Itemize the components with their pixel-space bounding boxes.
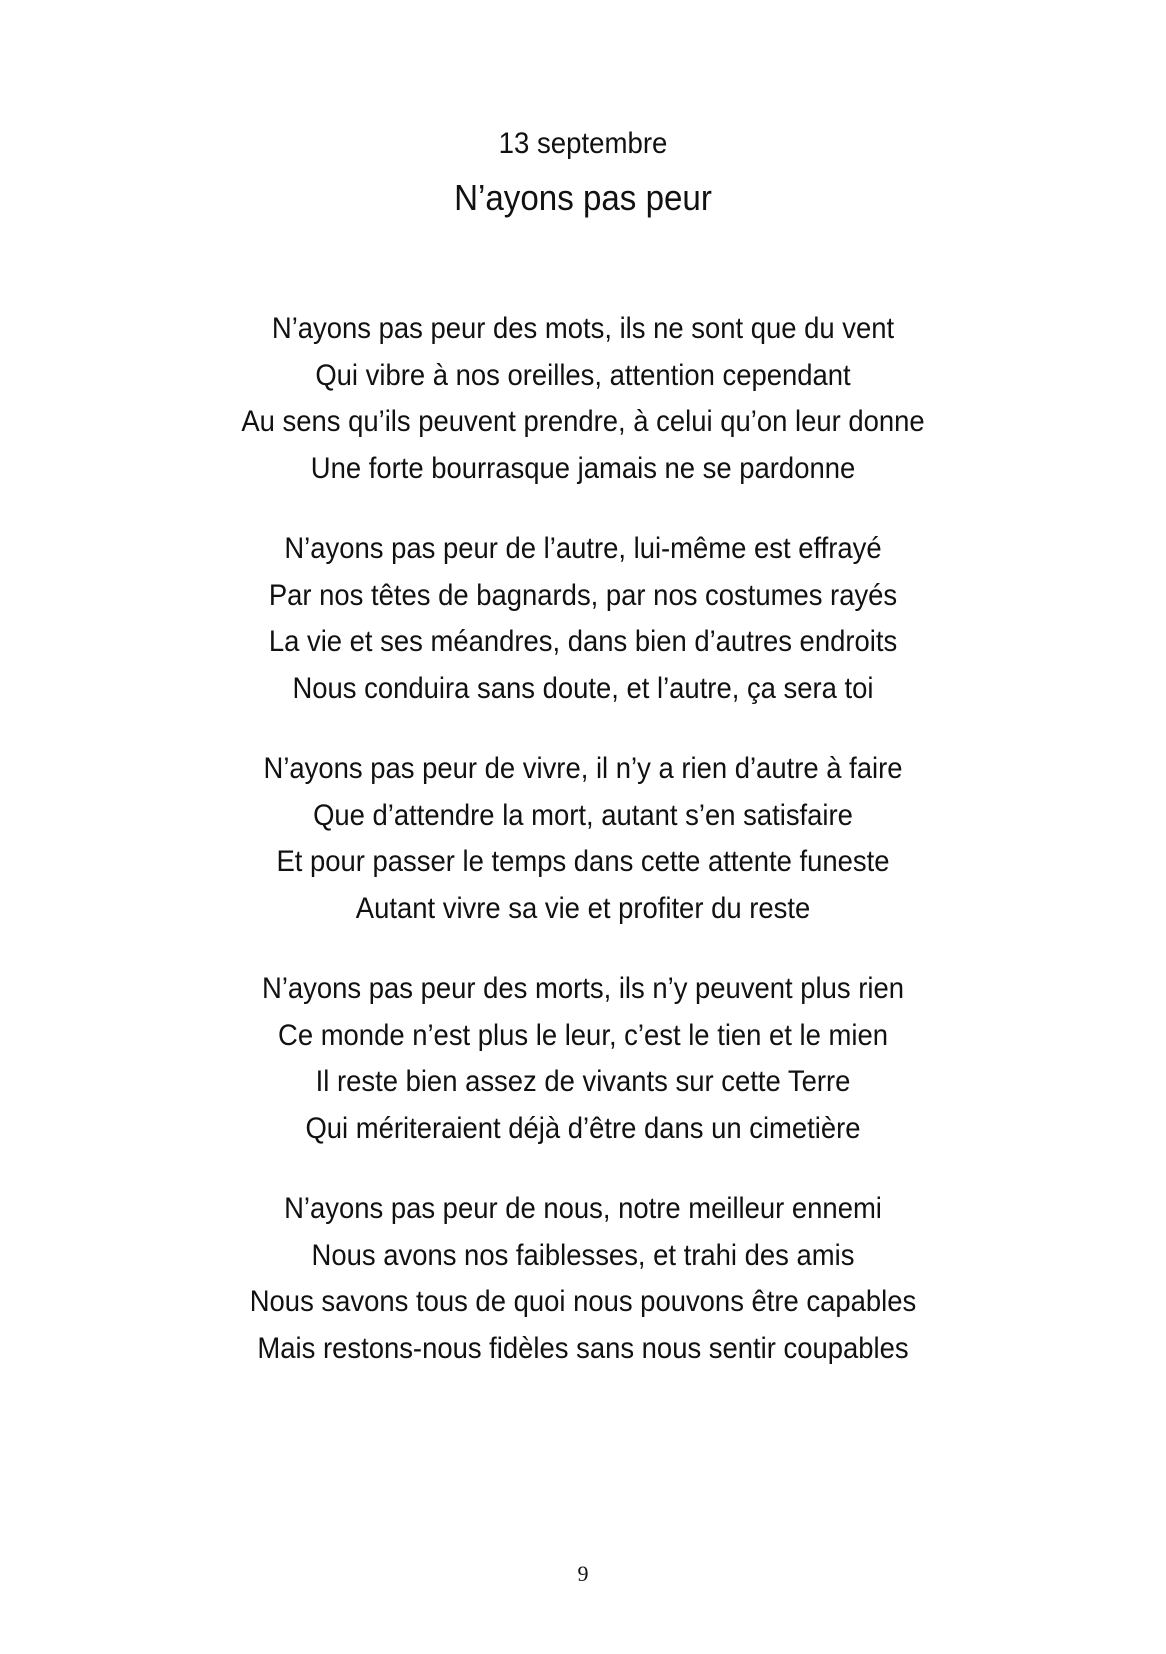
verse-line: Nous savons tous de quoi nous pouvons être capables: [249, 1285, 917, 1318]
verse-line: Par nos têtes de bagnards, par nos costumes rayés: [268, 578, 898, 612]
verse-line: Qui vibre à nos oreilles, attention cependant: [315, 358, 851, 392]
verse-line: Au sens qu’ils peuvent prendre, à celui qu’on leur donne: [241, 405, 925, 438]
verse-line: N’ayons pas peur des mots, ils ne sont que du vent: [271, 312, 895, 345]
stanza: [0, 306, 1166, 492]
verse-line: Il reste bien assez de vivants sur cette Terre: [315, 1065, 851, 1098]
verse-line: N’ayons pas peur de vivre, il n’y a rien d’autre à faire: [263, 752, 903, 785]
poem-body: [0, 306, 1166, 1406]
verse-line: N’ayons pas peur de l’autre, lui-même est effrayé: [284, 532, 882, 565]
verse-line: N’ayons pas peur de nous, notre meilleur ennemi: [284, 1192, 882, 1225]
verse-line: Et pour passer le temps dans cette attente funeste: [276, 845, 890, 878]
verse-line: Nous avons nos faiblesses, et trahi des amis: [311, 1238, 855, 1272]
verse-line: Que d’attendre la mort, autant s’en satisfaire: [313, 798, 853, 832]
stanza: [0, 746, 1166, 932]
verse-line: Mais restons-nous fidèles sans nous sentir coupables: [257, 1331, 909, 1365]
verse-line: Ce monde n’est plus le leur, c’est le tien et le mien: [278, 1018, 888, 1052]
verse-line: N’ayons pas peur des morts, ils n’y peuvent plus rien: [262, 972, 904, 1005]
verse-line: Nous conduira sans doute, et l’autre, ça sera toi: [292, 671, 874, 705]
stanza: [0, 1186, 1166, 1372]
poem-title: N’ayons pas peur: [454, 177, 712, 218]
verse-line: Autant vivre sa vie et profiter du reste: [355, 891, 811, 925]
stanza: [0, 526, 1166, 712]
stanza: [0, 966, 1166, 1152]
poem-date: 13 septembre: [498, 127, 668, 160]
verse-line: Qui mériteraient déjà d’être dans un cimetière: [305, 1111, 861, 1145]
page-number: 9: [577, 1561, 589, 1586]
verse-line: Une forte bourrasque jamais ne se pardonne: [310, 451, 856, 485]
verse-line: La vie et ses méandres, dans bien d’autres endroits: [268, 625, 898, 658]
